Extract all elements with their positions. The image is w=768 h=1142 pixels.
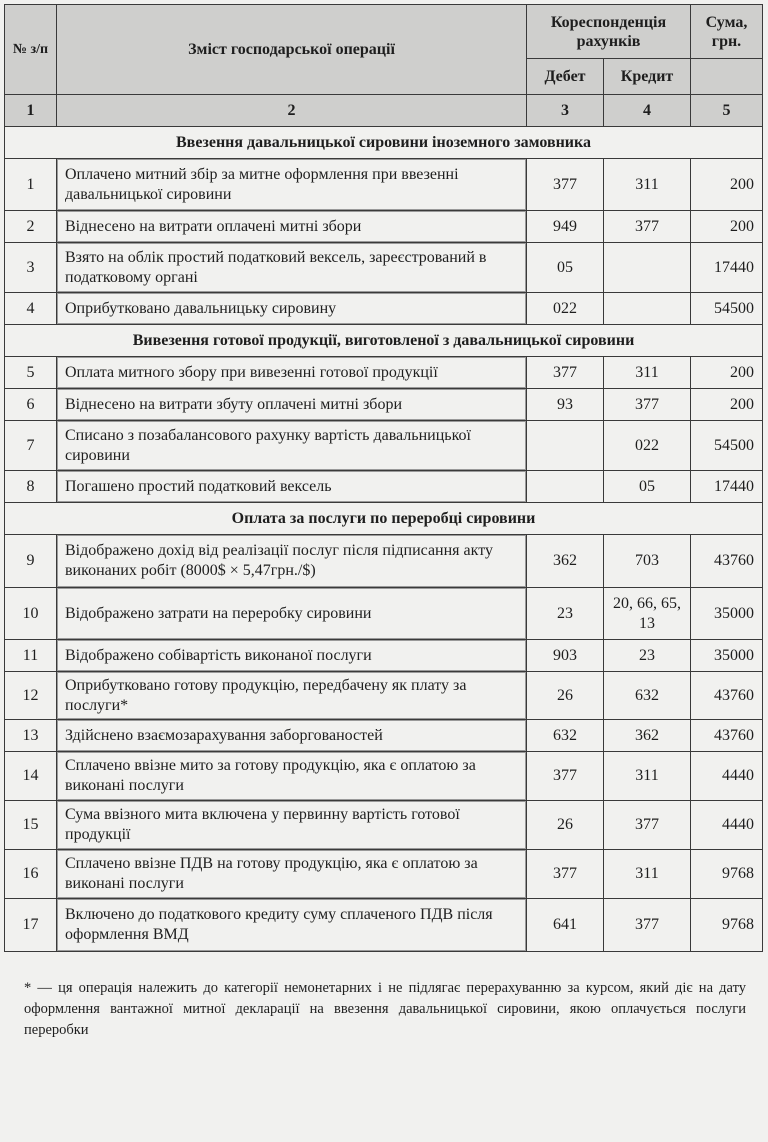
header-correspondence: Кореспонденція рахунків xyxy=(527,5,691,59)
row-credit: 632 xyxy=(604,672,691,720)
row-description: Сума ввізного мита включена у первинну вартість готової продукції xyxy=(57,801,527,850)
table-row xyxy=(5,640,763,672)
row-sum: 54500 xyxy=(691,421,763,471)
row-debit: 377 xyxy=(527,752,604,801)
header-index-1: 1 xyxy=(5,95,57,127)
row-sum: 200 xyxy=(691,357,763,389)
header-num: № з/п xyxy=(5,5,57,95)
row-credit: 311 xyxy=(604,850,691,899)
table-row xyxy=(5,588,763,640)
row-debit: 93 xyxy=(527,389,604,421)
row-credit: 311 xyxy=(604,159,691,211)
ledger-body xyxy=(5,127,763,952)
row-number: 11 xyxy=(5,640,57,672)
row-credit xyxy=(604,293,691,325)
row-credit: 23 xyxy=(604,640,691,672)
table-row xyxy=(5,357,763,389)
row-description: Сплачено ввізне мито за готову продукцію, яка є оплатою за виконані послуги xyxy=(57,752,527,801)
row-credit: 05 xyxy=(604,471,691,503)
row-debit: 949 xyxy=(527,211,604,243)
row-number: 15 xyxy=(5,801,57,850)
row-number: 16 xyxy=(5,850,57,899)
row-sum: 17440 xyxy=(691,243,763,293)
row-sum: 54500 xyxy=(691,293,763,325)
row-debit xyxy=(527,471,604,503)
header-index-3: 3 xyxy=(527,95,604,127)
table-row xyxy=(5,389,763,421)
row-debit xyxy=(527,421,604,471)
table-row xyxy=(5,801,763,850)
table-row xyxy=(5,720,763,752)
row-debit: 23 xyxy=(527,588,604,640)
page xyxy=(4,4,764,1041)
header-index-2: 2 xyxy=(57,95,527,127)
row-number: 6 xyxy=(5,389,57,421)
row-credit: 022 xyxy=(604,421,691,471)
table-row xyxy=(5,850,763,899)
row-debit: 05 xyxy=(527,243,604,293)
row-description: Включено до податкового кредиту суму сплаченого ПДВ після оформлення ВМД xyxy=(57,899,527,952)
footnote: * — ця операція належить до категорії немонетарних і не підлягає перерахуванню за курсом, який діє на дату оформлення вантажної митної декларації на ввезення давальницької сировини, якою оплачується послуги переробки xyxy=(24,980,746,1038)
row-description: Взято на облік простий податковий вексель, зареєстрований в податковому органі xyxy=(57,243,527,293)
row-sum: 43760 xyxy=(691,720,763,752)
row-credit: 311 xyxy=(604,357,691,389)
row-number: 5 xyxy=(5,357,57,389)
header-content: Зміст господарської операції xyxy=(57,5,527,95)
row-number: 14 xyxy=(5,752,57,801)
table-row xyxy=(5,421,763,471)
row-debit: 377 xyxy=(527,357,604,389)
header-index-5: 5 xyxy=(691,95,763,127)
row-number: 10 xyxy=(5,588,57,640)
row-credit: 703 xyxy=(604,535,691,588)
row-debit: 632 xyxy=(527,720,604,752)
row-number: 7 xyxy=(5,421,57,471)
row-sum: 9768 xyxy=(691,850,763,899)
row-number: 8 xyxy=(5,471,57,503)
table-row xyxy=(5,535,763,588)
row-number: 1 xyxy=(5,159,57,211)
row-description: Відображено затрати на переробку сировини xyxy=(57,588,527,640)
row-sum: 4440 xyxy=(691,801,763,850)
row-description: Оплачено митний збір за митне оформлення при ввезенні давальницької сировини xyxy=(57,159,527,211)
row-credit: 362 xyxy=(604,720,691,752)
row-credit: 20, 66, 65, 13 xyxy=(604,588,691,640)
row-debit: 26 xyxy=(527,672,604,720)
row-description: Оприбутковано давальницьку сировину xyxy=(57,293,527,325)
row-credit: 377 xyxy=(604,389,691,421)
table-row xyxy=(5,211,763,243)
row-description: Сплачено ввізне ПДВ на готову продукцію, яка є оплатою за виконані послуги xyxy=(57,850,527,899)
row-debit: 903 xyxy=(527,640,604,672)
row-number: 12 xyxy=(5,672,57,720)
row-description: Відображено дохід від реалізації послуг після підписання акту виконаних робіт (8000$ × 5,47грн./$) xyxy=(57,535,527,588)
row-credit: 377 xyxy=(604,211,691,243)
row-sum: 35000 xyxy=(691,640,763,672)
row-debit: 022 xyxy=(527,293,604,325)
row-credit: 311 xyxy=(604,752,691,801)
row-number: 17 xyxy=(5,899,57,952)
row-debit: 641 xyxy=(527,899,604,952)
ledger-table xyxy=(4,4,763,952)
row-debit: 377 xyxy=(527,850,604,899)
row-number: 13 xyxy=(5,720,57,752)
row-sum: 200 xyxy=(691,211,763,243)
header-index-4: 4 xyxy=(604,95,691,127)
row-sum: 200 xyxy=(691,159,763,211)
row-credit: 377 xyxy=(604,801,691,850)
table-row xyxy=(5,752,763,801)
row-description: Оприбутковано готову продукцію, передбачену як плату за послуги* xyxy=(57,672,527,720)
table-row xyxy=(5,159,763,211)
row-sum: 43760 xyxy=(691,672,763,720)
row-description: Віднесено на витрати оплачені митні збори xyxy=(57,211,527,243)
section-title: Ввезення давальницької сировини іноземного замовника xyxy=(5,127,763,159)
row-sum: 4440 xyxy=(691,752,763,801)
row-number: 2 xyxy=(5,211,57,243)
table-row xyxy=(5,471,763,503)
header-debit: Дебет xyxy=(527,59,604,95)
table-row xyxy=(5,899,763,952)
table-row xyxy=(5,243,763,293)
row-description: Віднесено на витрати збуту оплачені митні збори xyxy=(57,389,527,421)
header-sum-blank xyxy=(691,59,763,95)
section-title: Оплата за послуги по переробці сировини xyxy=(5,503,763,535)
row-credit xyxy=(604,243,691,293)
row-description: Оплата митного збору при вивезенні готової продукції xyxy=(57,357,527,389)
row-debit: 362 xyxy=(527,535,604,588)
row-description: Погашено простий податковий вексель xyxy=(57,471,527,503)
row-sum: 35000 xyxy=(691,588,763,640)
row-sum: 200 xyxy=(691,389,763,421)
section-title: Вивезення готової продукції, виготовленої з давальницької сировини xyxy=(5,325,763,357)
table-row xyxy=(5,672,763,720)
row-number: 4 xyxy=(5,293,57,325)
header-credit: Кредит xyxy=(604,59,691,95)
row-description: Відображено собівартість виконаної послуги xyxy=(57,640,527,672)
row-number: 9 xyxy=(5,535,57,588)
row-number: 3 xyxy=(5,243,57,293)
row-description: Списано з позабалансового рахунку вартість давальницької сировини xyxy=(57,421,527,471)
row-debit: 377 xyxy=(527,159,604,211)
row-sum: 9768 xyxy=(691,899,763,952)
row-credit: 377 xyxy=(604,899,691,952)
row-debit: 26 xyxy=(527,801,604,850)
row-sum: 43760 xyxy=(691,535,763,588)
table-row xyxy=(5,293,763,325)
row-sum: 17440 xyxy=(691,471,763,503)
header-sum: Сума, грн. xyxy=(691,5,763,59)
row-description: Здійснено взаємозарахування заборгованостей xyxy=(57,720,527,752)
